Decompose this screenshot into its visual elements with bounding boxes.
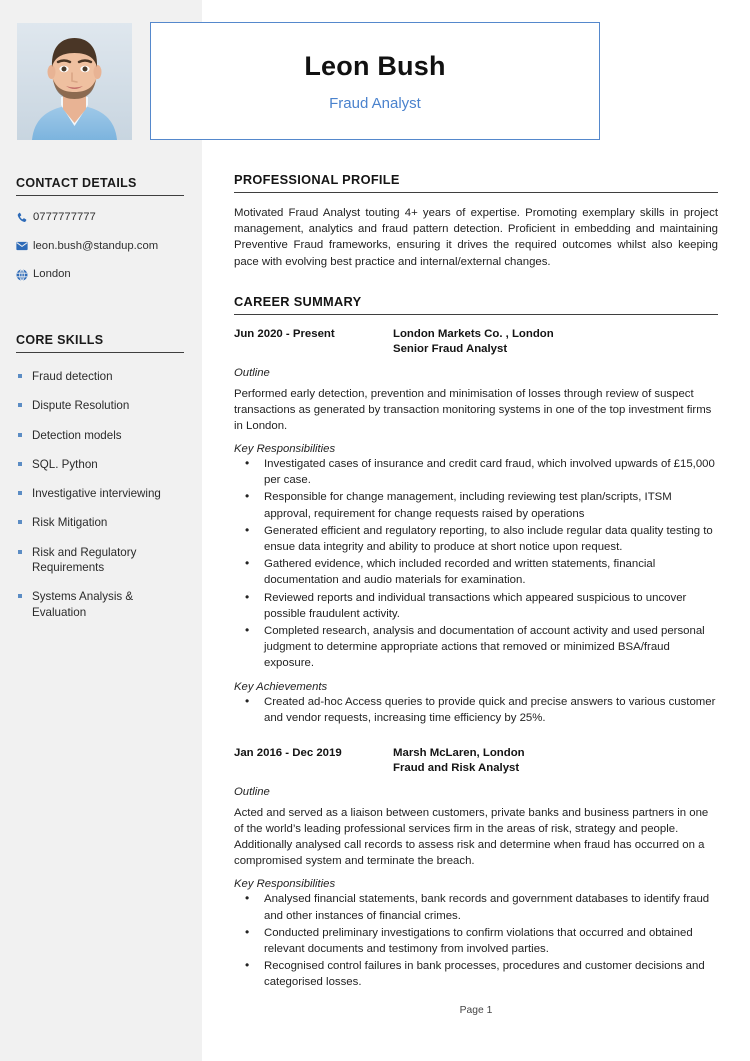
list-item: SQL. Python bbox=[16, 457, 184, 472]
professional-profile-heading: PROFESSIONAL PROFILE bbox=[234, 172, 718, 193]
skill-list bbox=[16, 369, 184, 620]
contact-location-value: London bbox=[33, 268, 71, 281]
contact-item-phone[interactable] bbox=[16, 211, 184, 225]
career-entry-role: Senior Fraud Analyst bbox=[393, 343, 508, 356]
page-number-footer: Page 1 bbox=[459, 1005, 493, 1016]
list-item: Investigative interviewing bbox=[16, 486, 184, 501]
professional-profile-text: Motivated Fraud Analyst touting 4+ years of expertise. Promoting exemplary skills in project management, analytics and fraud pattern detection. Proficient in embedding and maintaining Preventive Fraud frameworks, ensuring it drives the required outcomes whilst also keeping pace with evolving best practice and internal/external changes. bbox=[234, 207, 718, 268]
achievements-label: Key Achievements bbox=[234, 680, 328, 693]
list-item: • Created ad-hoc Access queries to provide quick and precise answers to various customer and vendor requests, increasing time efficiency by 25%. bbox=[264, 694, 718, 726]
responsibilities-list bbox=[234, 456, 718, 671]
career-entry-dates: Jan 2016 - Dec 2019 bbox=[234, 746, 342, 759]
contact-details-section bbox=[16, 176, 184, 282]
list-item: • Completed research, analysis and documentation of account activity and used personal judgment to determine appropriate actions that removed or minimized BSA/fraud exposure. bbox=[264, 623, 718, 672]
contact-details-heading: CONTACT DETAILS bbox=[16, 176, 184, 196]
list-item: • Gathered evidence, which included recorded and written statements, financial documentation and audio materials for examination. bbox=[264, 556, 718, 588]
outline-label: Outline bbox=[234, 785, 270, 798]
list-item: • Generated efficient and regulatory reporting, to also include regular data quality testing to ensue data integrity and ability to produce at short notice upon request. bbox=[264, 523, 718, 555]
list-item: • Responsible for change management, including reviewing test plan/scripts, ITSM approval, requirement for change requests raised by operations bbox=[264, 489, 718, 521]
achievements-list bbox=[234, 694, 718, 726]
name-title-box bbox=[150, 22, 600, 140]
career-entry-employer-role bbox=[393, 327, 718, 358]
responsibilities-label: Key Responsibilities bbox=[234, 443, 336, 456]
career-entry-outline: Performed early detection, prevention and minimisation of losses through review of suspect transactions as generated by transaction monitoring systems in one of the top investment firms in London. bbox=[234, 387, 712, 432]
career-entry-employer: London Markets Co. , London bbox=[393, 327, 554, 340]
list-item: Fraud detection bbox=[16, 369, 184, 384]
list-item: • Reviewed reports and individual transactions which appeared suspicious to uncover possible fraudulent activity. bbox=[264, 590, 718, 622]
list-item: • Conducted preliminary investigations to confirm violations that occurred and obtained relevant documents and testimony from involved parties. bbox=[264, 925, 718, 957]
list-item: Dispute Resolution bbox=[16, 398, 184, 413]
job-title-subtitle: Fraud Analyst bbox=[329, 94, 421, 112]
phone-icon bbox=[16, 212, 33, 224]
professional-profile-section bbox=[234, 172, 718, 270]
list-item: Detection models bbox=[16, 428, 184, 443]
contact-phone-value: 0777777777 bbox=[33, 211, 96, 223]
list-item: • Analysed financial statements, bank records and government databases to identify fraud and other instances of financial crimes. bbox=[264, 891, 718, 923]
career-entry-header bbox=[234, 746, 718, 777]
list-item: Risk Mitigation bbox=[16, 515, 184, 530]
sidebar bbox=[0, 0, 202, 1061]
avatar bbox=[17, 23, 132, 140]
globe-icon bbox=[16, 269, 33, 281]
career-entry-employer: Marsh McLaren, London bbox=[393, 746, 525, 759]
list-item: • Recognised control failures in bank processes, procedures and customer decisions and categorised losses. bbox=[264, 958, 718, 990]
page-title: Leon Bush bbox=[304, 50, 446, 81]
contact-item-email[interactable] bbox=[16, 240, 184, 254]
core-skills-heading: CORE SKILLS bbox=[16, 333, 184, 353]
career-entry bbox=[234, 746, 718, 991]
contact-list bbox=[16, 211, 184, 282]
career-entry bbox=[234, 327, 718, 726]
contact-item-location[interactable] bbox=[16, 268, 184, 282]
contact-email-value: leon.bush@standup.com bbox=[33, 239, 159, 252]
list-item: • Investigated cases of insurance and credit card fraud, which involved upwards of £15,000 per case. bbox=[264, 456, 718, 488]
career-entry-header bbox=[234, 327, 718, 358]
core-skills-section bbox=[16, 333, 184, 620]
list-item: Systems Analysis & Evaluation bbox=[16, 589, 184, 620]
career-summary-section bbox=[234, 294, 718, 991]
envelope-icon bbox=[16, 240, 33, 252]
outline-label: Outline bbox=[234, 366, 270, 379]
candidate-photo-icon bbox=[17, 23, 132, 140]
career-entry-outline: Acted and served as a liaison between customers, private banks and business partners in one of the world’s leading professional services firm in the areas of risk, strategy and people. Additionally analysed call records to assess risk and determine when fraud has occurred on a compromised system and terminate the breach. bbox=[234, 806, 709, 868]
list-item: Risk and Regulatory Requirements bbox=[16, 545, 184, 576]
responsibilities-label: Key Responsibilities bbox=[234, 878, 336, 891]
career-summary-heading: CAREER SUMMARY bbox=[234, 294, 718, 315]
career-entry-employer-role bbox=[393, 746, 718, 777]
main-content bbox=[234, 172, 718, 995]
career-entry-role: Fraud and Risk Analyst bbox=[393, 762, 520, 775]
section-spacer bbox=[234, 730, 718, 746]
career-entry-dates: Jun 2020 - Present bbox=[234, 327, 335, 340]
responsibilities-list bbox=[234, 891, 718, 990]
